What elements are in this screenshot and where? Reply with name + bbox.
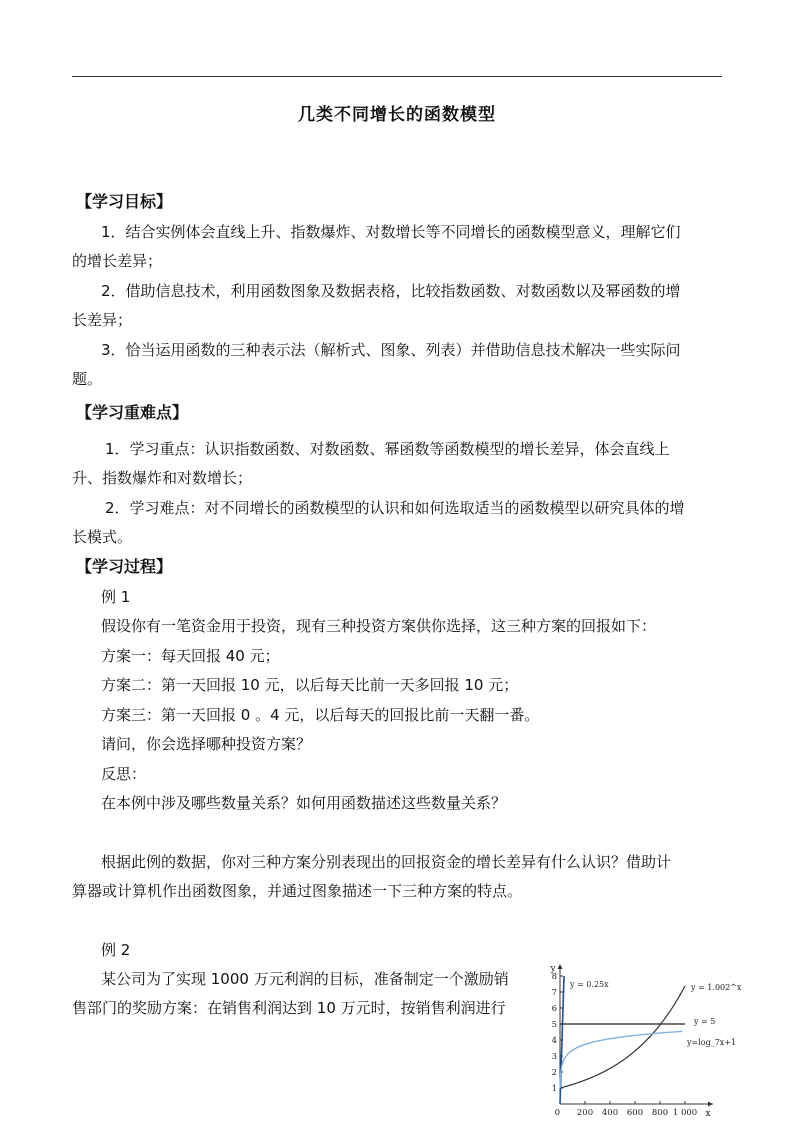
y-tick-label: 7 <box>551 988 557 998</box>
plan-1: 方案一：每天回报 40 元； <box>101 647 280 665</box>
goal-2-line-2: 长差异； <box>72 311 133 329</box>
example-1-label: 例 1 <box>101 588 131 606</box>
x-tick-label: 800 <box>651 1108 669 1118</box>
plan-3: 方案三：第一天回报 0 。4 元，以后每天的回报比前一天翻一番。 <box>101 706 540 724</box>
keypoint-2-line-2: 长模式。 <box>72 528 133 546</box>
y-tick-label: 8 <box>551 972 557 982</box>
plan-2: 方案二：第一天回报 10 元，以后每天比前一天多回报 10 元； <box>101 676 519 694</box>
example-2-label: 例 2 <box>101 941 131 959</box>
x-tick-label: 400 <box>601 1108 619 1118</box>
paragraph-line-2: 算器或计算机作出函数图象，并通过图象描述一下三种方案的特点。 <box>72 882 523 900</box>
x-tick-label: 1 000 <box>672 1108 698 1118</box>
example-1-intro: 假设你有一笔资金用于投资，现有三种投资方案供你选择，这三种方案的回报如下： <box>101 617 657 635</box>
y-tick-label: 5 <box>551 1020 557 1030</box>
x-tick-label: 600 <box>626 1108 644 1118</box>
x-tick-label: 200 <box>576 1108 594 1118</box>
goal-1-line-1: 1．结合实例体会直线上升、指数爆炸、对数增长等不同增长的函数模型意义，理解它们 <box>101 223 681 241</box>
keypoints-heading: 【学习重难点】 <box>76 403 189 422</box>
y-tick-label: 2 <box>551 1068 557 1078</box>
header-rule <box>72 76 722 77</box>
process-heading: 【学习过程】 <box>76 557 173 576</box>
y-tick-label: 4 <box>551 1036 557 1046</box>
series-exponential-label: y = 1.002^x <box>691 983 742 992</box>
function-growth-chart <box>548 962 742 1119</box>
page-title: 几类不同增长的函数模型 <box>298 105 496 125</box>
keypoint-1-line-1: 1．学习重点：认识指数函数、对数函数、幂函数等函数模型的增长差异，体会直线上 <box>105 440 670 458</box>
y-tick-label: 6 <box>551 1004 557 1014</box>
x-axis-label: x <box>705 1109 711 1119</box>
question: 请问，你会选择哪种投资方案？ <box>101 735 312 753</box>
x-axis-arrow <box>708 1102 713 1107</box>
paragraph-line-1: 根据此例的数据，你对三种方案分别表现出的回报资金的增长差异有什么认识？借助计 <box>101 853 672 871</box>
goal-3-line-1: 3．恰当运用函数的三种表示法（解析式、图象、列表）并借助信息技术解决一些实际问 <box>101 341 681 359</box>
goal-2-line-1: 2．借助信息技术，利用函数图象及数据表格，比较指数函数、对数函数以及幂函数的增 <box>101 282 681 300</box>
series-linear-label: y = 0.25x <box>570 980 609 989</box>
reflect-label: 反思： <box>101 765 147 783</box>
y-tick-label: 1 <box>551 1084 557 1094</box>
series-logarithmic-label: y=log_7x+1 <box>687 1038 737 1047</box>
goals-heading: 【学习目标】 <box>76 192 173 211</box>
example-2-line-2: 售部门的奖励方案：在销售利润达到 10 万元时，按销售利润进行 <box>72 999 506 1017</box>
goal-1-line-2: 的增长差异； <box>72 252 163 270</box>
example-2-line-1: 某公司为了实现 1000 万元利润的目标，准备制定一个激励销 <box>101 970 509 988</box>
series-logarithmic-line <box>560 1031 683 1088</box>
series-constant-label: y = 5 <box>694 1017 716 1026</box>
goal-3-line-2: 题。 <box>72 370 103 388</box>
keypoint-1-line-2: 升、指数爆炸和对数增长； <box>72 469 253 487</box>
y-axis-arrow <box>558 964 563 969</box>
y-axis-label: y <box>550 964 556 974</box>
reflect-question: 在本例中涉及哪些数量关系？如何用函数描述这些数量关系？ <box>101 794 507 812</box>
keypoint-2-line-1: 2．学习难点：对不同增长的函数模型的认识和如何选取适当的函数模型以研究具体的增 <box>105 499 685 517</box>
x-tick-label: 0 <box>554 1108 560 1118</box>
y-tick-label: 3 <box>551 1052 557 1062</box>
